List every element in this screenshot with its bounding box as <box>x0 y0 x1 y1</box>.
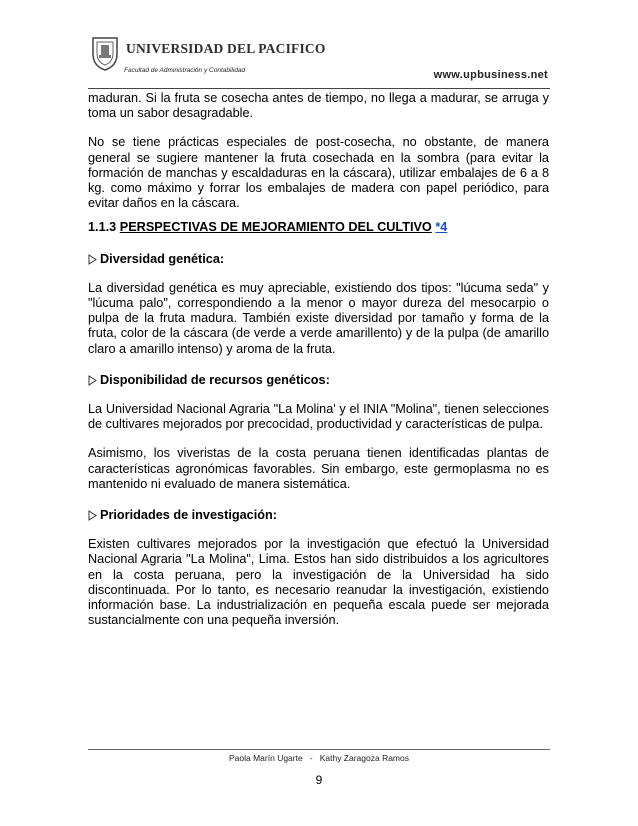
paragraph: maduran. Si la fruta se cosecha antes de tiempo, no llega a madurar, se arruga y toma un sabor desagradable. <box>88 91 549 121</box>
paragraph: Existen cultivares mejorados por la investigación que efectuó la Universidad Nacional Agraria "La Molina", Lima. Estos han sido distribuidos a los agricultores en la costa peruana, pero la investigación de la Universidad ha sido discontinuada. Por lo tanto, es necesario reanudar la investigación, existiendo información base. La industrialización en pequeña escala puede ser mejorada sustancialmente con una pequeña inversión. <box>88 537 549 628</box>
section-number: 1.1.3 <box>88 220 120 235</box>
bullet-title: Disponibilidad de recursos genéticos: <box>100 372 330 387</box>
faculty-name: Facultad de Administración y Contabilidad <box>124 67 246 74</box>
bullet-heading <box>88 252 549 267</box>
bullet-title: Prioridades de investigación: <box>100 508 277 523</box>
footer-authors: Paola Marín Ugarte - Kathy Zaragoza Ramos <box>229 753 409 763</box>
arrow-right-outline-icon <box>88 375 97 386</box>
document-body <box>88 91 549 628</box>
bullet-heading <box>88 508 549 523</box>
paragraph: No se tiene prácticas especiales de post-cosecha, no obstante, de manera general se sugiere mantener la fruta cosechada en la sombra (para evitar la formación de manchas y escaldaduras en la cáscara), utilizar embalajes de 6 a 8 kg. como máximo y forrar los embalajes de madera con papel periódico, para evitar daños en la cáscara. <box>88 135 549 211</box>
bullet-heading <box>88 373 549 388</box>
bullet-title: Diversidad genética: <box>100 251 225 266</box>
paragraph: La Universidad Nacional Agraria "La Molina' y el INIA "Molina", tienen selecciones de cultivares mejorados por precocidad, productividad y características de pulpa. <box>88 402 549 432</box>
paragraph: Asimismo, los viveristas de la costa peruana tienen identificadas plantas de características agronómicas favorables. Sin embargo, este germoplasma no es mantenido ni evaluado de manera sistemática. <box>88 446 549 491</box>
paragraph: La diversidad genética es muy apreciable, existiendo dos tipos: "lúcuma seda" y "lúcuma palo", correspondiendo a la menor o mayor dureza del mesocarpio o pulpa de la fruta madura. También existe diversidad por tamaño y forma de la fruta, color de la cáscara (de verde a verde amarillento) y de la pulpa (de amarillo claro a amarillo intenso) y aroma de la fruta. <box>88 280 549 356</box>
header-divider <box>88 88 550 89</box>
section-title: PERSPECTIVAS DE MEJORAMIENTO DEL CULTIVO <box>119 220 432 235</box>
university-name: UNIVERSIDAD DEL PACIFICO <box>126 41 326 56</box>
arrow-right-outline-icon <box>88 510 97 521</box>
page-header <box>88 36 550 90</box>
university-seal-icon <box>90 36 120 72</box>
website-link[interactable]: www.upbusiness.net <box>433 69 548 81</box>
reference-link[interactable]: *4 <box>435 220 448 235</box>
footer-divider <box>88 749 550 750</box>
section-heading <box>88 220 549 235</box>
page-number: 9 <box>315 773 323 787</box>
arrow-right-outline-icon <box>88 254 97 265</box>
